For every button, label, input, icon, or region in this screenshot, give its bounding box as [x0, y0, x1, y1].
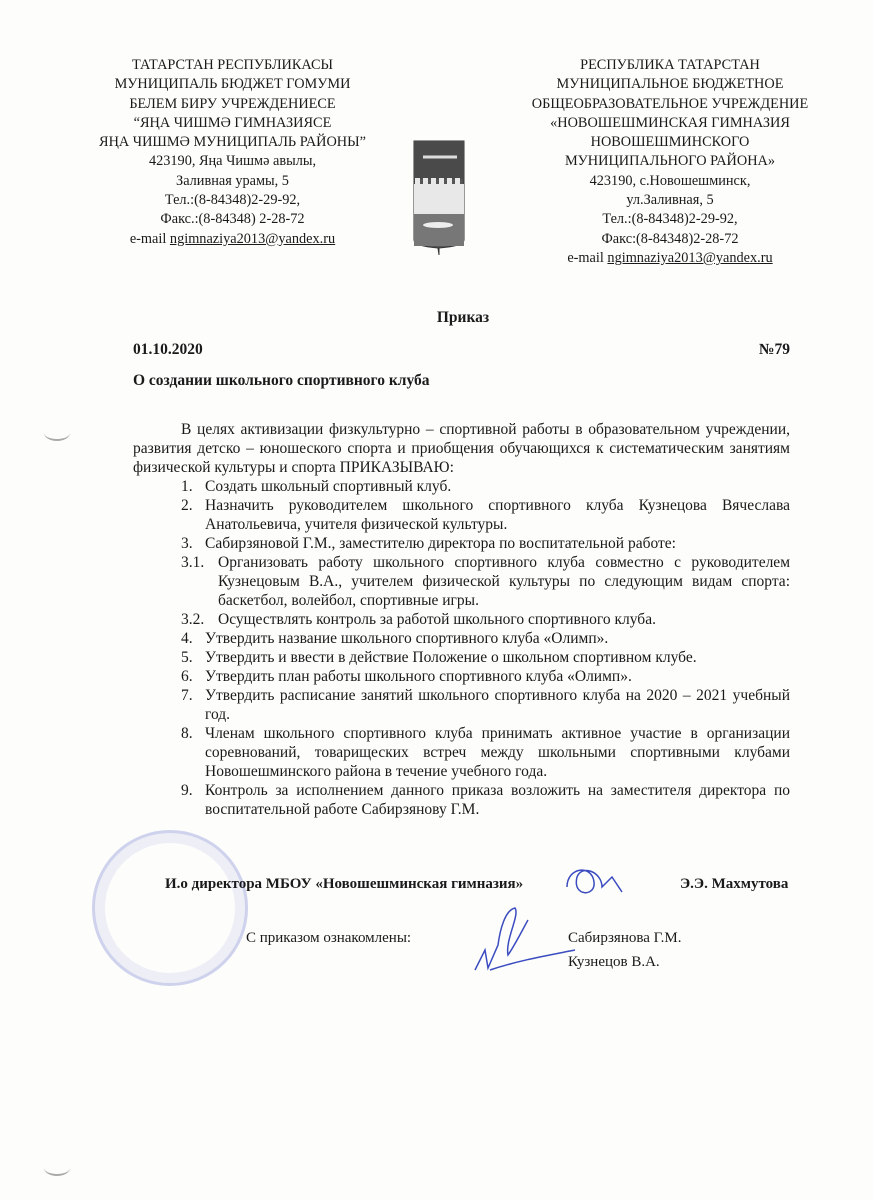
item-number: 6.	[181, 668, 193, 685]
list-item	[133, 610, 790, 629]
punch-hole-mark	[44, 1160, 70, 1176]
list-item	[133, 686, 790, 724]
acquainted-name: Кузнецов В.А.	[568, 954, 660, 970]
item-number: 1.	[181, 478, 193, 495]
header-line: МУНИЦИПАЛЬ БЮДЖЕТ ГОМУМИ	[114, 76, 351, 93]
coat-of-arms-emblem	[413, 140, 465, 255]
header-line: 423190, Яңа Чишмә авылы,	[148, 153, 317, 170]
header-left	[95, 56, 370, 249]
list-item	[133, 496, 790, 534]
header-line: Факс:(8-84348)2-28-72	[601, 230, 739, 247]
header-line: ТАТАРСТАН РЕСПУБЛИКАСЫ	[131, 57, 334, 73]
item-text: Осуществлять контроль за работой школьного спортивного клуба.	[218, 611, 656, 628]
order-body	[133, 420, 790, 819]
header-right	[515, 56, 825, 268]
item-number: 3.	[181, 535, 193, 552]
director-signature	[562, 862, 632, 902]
item-text: Утвердить расписание занятий школьного спортивного клуба на 2020 – 2021 учебный год.	[205, 687, 790, 723]
header-line: НОВОШЕШМИНСКОГО	[590, 134, 750, 151]
acquainted-label: С приказом ознакомлены:	[246, 930, 412, 946]
item-number: 7.	[181, 687, 193, 704]
item-number: 3.1.	[181, 554, 205, 571]
item-text: Сабирзяновой Г.М., заместителю директора по воспитательной работе:	[205, 535, 676, 552]
header-line: ОБЩЕОБРАЗОВАТЕЛЬНОЕ УЧРЕЖДЕНИЕ	[531, 95, 809, 112]
list-item	[133, 667, 790, 686]
email-label: e-mail	[567, 249, 608, 266]
list-item	[133, 629, 790, 648]
acquaintance-signature	[470, 900, 580, 980]
list-item	[133, 477, 790, 496]
item-text: Контроль за исполнением данного приказа возложить на заместителя директора по воспитательной работе Сабирзянову Г.М.	[205, 782, 790, 818]
item-number: 4.	[181, 630, 193, 647]
email-label: e-mail	[129, 230, 170, 247]
header-line: Факс.:(8-84348) 2-28-72	[160, 211, 305, 228]
list-item	[133, 724, 790, 781]
list-item	[133, 534, 790, 553]
acquainted-name: Сабирзянова Г.М.	[568, 930, 682, 946]
header-line: РЕСПУБЛИКА ТАТАРСТАН	[580, 57, 760, 73]
punch-hole-mark	[44, 425, 70, 441]
header-line: «НОВОШЕШМИНСКАЯ ГИМНАЗИЯ	[550, 114, 790, 131]
item-text: Создать школьный спортивный клуб.	[205, 478, 452, 495]
header-line: ЯҢА ЧИШМӘ МУНИЦИПАЛЬ РАЙОНЫ”	[99, 134, 366, 151]
school-seal-stamp	[92, 830, 248, 986]
list-item	[133, 781, 790, 819]
item-text: Утвердить план работы школьного спортивного клуба «Олимп».	[205, 668, 632, 685]
order-subject: О создании школьного спортивного клуба	[133, 372, 430, 389]
header-line: БЕЛЕМ БИРУ УЧРЕЖДЕНИЕСЕ	[129, 95, 336, 112]
email-link[interactable]: ngimnaziya2013@yandex.ru	[607, 249, 773, 266]
item-number: 5.	[181, 649, 193, 666]
intro-paragraph: В целях активизации физкультурно – спортивной работы в образовательном учреждении, развития детско – юношеского спорта и приобщения обучающихся к систематическим занятиям физической культуры и спорта ПРИКАЗЫВАЮ:	[133, 421, 790, 476]
item-number: 8.	[181, 725, 193, 742]
item-text: Утвердить и ввести в действие Положение о школьном спортивном клубе.	[205, 649, 697, 666]
header-line: МУНИЦИПАЛЬНОГО РАЙОНА»	[564, 153, 776, 170]
director-title: И.о директора МБОУ «Новошешминская гимназия»	[165, 876, 524, 892]
header-line: “ЯҢА ЧИШМӘ ГИМНАЗИЯСЕ	[133, 114, 332, 131]
document-title: Приказ	[436, 309, 490, 326]
director-name: Э.Э. Махмутова	[680, 876, 789, 892]
list-item	[133, 648, 790, 667]
header-line: Тел.:(8-84348)2-29-92,	[602, 211, 738, 228]
header-line: Тел.:(8-84348)2-29-92,	[164, 192, 301, 209]
item-number: 3.2.	[181, 611, 205, 628]
order-number: №79	[758, 341, 790, 358]
item-text: Организовать работу школьного спортивного клуба совместно с руководителем Кузнецовым В.А., учителем физической культуры по следующим видам спорта: баскетбол, волейбол, спортивные игры.	[218, 554, 790, 609]
item-text: Членам школьного спортивного клуба принимать активное участие в организации соревнований, товарищеских встреч между школьными спортивными клубами Новошешминского района в течение учебного года.	[205, 725, 790, 780]
order-date: 01.10.2020	[133, 341, 203, 358]
header-line: 423190, с.Новошешминск,	[589, 172, 751, 189]
item-text: Назначить руководителем школьного спортивного клуба Кузнецова Вячеслава Анатольевича, учителя физической культуры.	[205, 497, 790, 533]
item-number: 2.	[181, 497, 193, 514]
item-number: 9.	[181, 782, 193, 799]
header-line: Заливная урамы, 5	[176, 172, 289, 189]
item-text: Утвердить название школьного спортивного клуба «Олимп».	[205, 630, 609, 647]
header-line: ул.Заливная, 5	[626, 192, 714, 209]
header-line: МУНИЦИПАЛЬНОЕ БЮДЖЕТНОЕ	[556, 76, 784, 93]
list-item	[133, 553, 790, 610]
email-link[interactable]: ngimnaziya2013@yandex.ru	[169, 230, 336, 247]
